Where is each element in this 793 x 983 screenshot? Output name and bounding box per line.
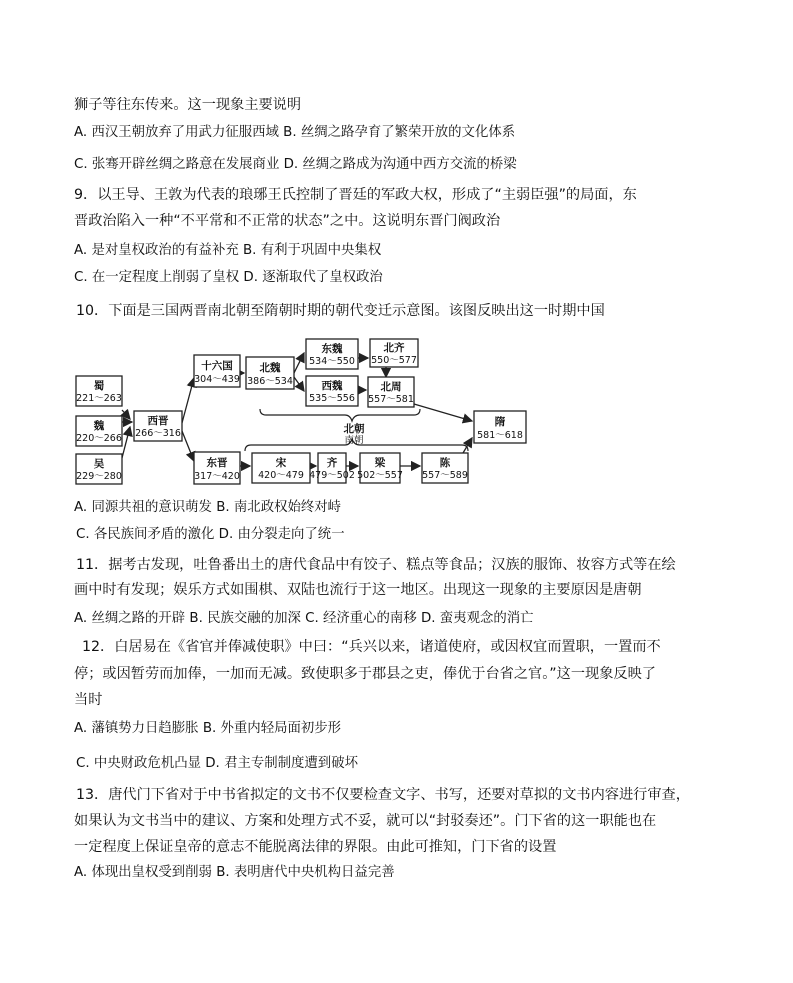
- box-xiwei: [306, 376, 358, 406]
- svg-text:317～420: 317～420: [194, 471, 240, 482]
- svg-text:386～534: 386～534: [247, 376, 293, 387]
- svg-text:220～266: 220～266: [76, 433, 122, 444]
- svg-text:梁: 梁: [374, 457, 386, 469]
- box-liang: [357, 453, 403, 483]
- svg-text:479～502: 479～502: [309, 470, 355, 481]
- box-song: [252, 453, 310, 483]
- svg-text:502～557: 502～557: [357, 470, 403, 481]
- question-12-line: 12．白居易在《省官并俸减使职》中曰：“兵兴以来，诸道使府，或因权宜而置职，一置而不: [82, 639, 661, 655]
- svg-text:北齐: 北齐: [383, 342, 405, 354]
- svg-text:齐: 齐: [326, 457, 338, 469]
- svg-text:581～618: 581～618: [477, 430, 523, 441]
- svg-text:东晋: 东晋: [206, 457, 228, 469]
- svg-text:东魏: 东魏: [321, 343, 343, 355]
- question-9-line: 9．以王导、王敦为代表的琅琊王氏控制了晋廷的军政大权，形成了“主弱臣强”的局面，东: [74, 187, 637, 203]
- dynasty-diagram: [70, 333, 530, 495]
- question-stem-line: 晋政治陷入一种“不平常和不正常的状态”之中。这说明东晋门阀政治: [74, 213, 501, 229]
- svg-text:吴: 吴: [93, 458, 105, 470]
- question-stem-line: 当时: [74, 692, 103, 708]
- box-sixteen-kingdoms: [194, 355, 240, 387]
- svg-text:550～577: 550～577: [371, 355, 417, 366]
- svg-text:蜀: 蜀: [93, 380, 105, 392]
- box-beiwei: [246, 357, 294, 389]
- svg-text:北魏: 北魏: [259, 362, 281, 374]
- option-line: A. 丝绸之路的开辟 B. 民族交融的加深 C. 经济重心的南移 D. 蛮夷观念的消亡: [74, 611, 534, 626]
- svg-text:魏: 魏: [93, 420, 105, 432]
- label-north: 北朝: [343, 423, 365, 435]
- box-shu: [76, 376, 122, 406]
- svg-text:534～550: 534～550: [309, 356, 355, 367]
- box-sui: [474, 411, 526, 443]
- option-line: C. 在一定程度上削弱了皇权 D. 逐渐取代了皇权政治: [74, 270, 383, 285]
- box-qi: [309, 453, 355, 483]
- svg-text:北周: 北周: [380, 381, 402, 393]
- svg-text:十六国: 十六国: [201, 360, 233, 372]
- question-13-line: 13．唐代门下省对于中书省拟定的文书不仅要检查文字、书写，还要对草拟的文书内容进行审查，: [76, 787, 690, 803]
- svg-text:西魏: 西魏: [321, 380, 343, 392]
- svg-text:221～263: 221～263: [76, 393, 122, 404]
- option-line: C. 中央财政危机凸显 D. 君主专制制度遭到破坏: [76, 756, 358, 771]
- option-line: C. 张骞开辟丝绸之路意在发展商业 D. 丝绸之路成为沟通中西方交流的桥梁: [74, 157, 517, 172]
- question-stem-line: 一定程度上保证皇帝的意志不能脱离法律的界限。由此可推知，门下省的设置: [74, 839, 557, 855]
- option-line: A. 是对皇权政治的有益补充 B. 有利于巩固中央集权: [74, 243, 382, 258]
- label-south: 南朝: [344, 435, 364, 446]
- box-wu: [76, 454, 122, 484]
- question-stem-line: 如果认为文书当中的建议、方案和处理方式不妥，就可以“封驳奏还”。门下省的这一职能也在: [74, 813, 657, 829]
- option-line: C. 各民族间矛盾的激化 D. 由分裂走向了统一: [76, 527, 345, 542]
- question-stem-line: 狮子等往东传来。这一现象主要说明: [74, 97, 302, 113]
- svg-text:557～589: 557～589: [422, 470, 468, 481]
- svg-text:266～316: 266～316: [135, 428, 181, 439]
- svg-text:535～556: 535～556: [309, 393, 355, 404]
- option-line: A. 体现出皇权受到削弱 B. 表明唐代中央机构日益完善: [74, 865, 395, 880]
- svg-text:557～581: 557～581: [368, 394, 414, 405]
- option-line: A. 同源共祖的意识萌发 B. 南北政权始终对峙: [74, 500, 342, 515]
- svg-text:西晋: 西晋: [147, 415, 169, 427]
- box-beizhou: [368, 377, 414, 407]
- option-line: A. 藩镇势力日趋膨胀 B. 外重内轻局面初步形: [74, 721, 342, 736]
- box-wei: [76, 416, 122, 446]
- box-xijin: [134, 411, 182, 441]
- question-stem-line: 停；或因暂劳而加俸，一加而无减。致使职多于郡县之吏，俸优于台省之官。”这一现象反映了: [74, 666, 656, 682]
- box-dongwei: [306, 339, 358, 369]
- box-chen: [422, 453, 468, 483]
- svg-text:隋: 隋: [494, 416, 506, 428]
- option-line: A. 西汉王朝放弃了用武力征服西域 B. 丝绸之路孕育了繁荣开放的文化体系: [74, 125, 516, 140]
- question-stem-line: 画中时有发现；娱乐方式如围棋、双陆也流行于这一地区。出现这一现象的主要原因是唐朝: [74, 582, 642, 598]
- question-10-line: 10．下面是三国两晋南北朝至隋朝时期的朝代变迁示意图。该图反映出这一时期中国: [76, 303, 605, 319]
- svg-text:陈: 陈: [439, 457, 451, 469]
- svg-text:420～479: 420～479: [258, 470, 304, 481]
- svg-text:宋: 宋: [275, 457, 287, 469]
- box-dongjin: [194, 452, 240, 484]
- question-11-line: 11．据考古发现，吐鲁番出土的唐代食品中有饺子、糕点等食品；汉族的服饰、妆容方式等在绘: [76, 557, 676, 573]
- svg-text:304～439: 304～439: [194, 374, 240, 385]
- box-beiqi: [370, 339, 418, 367]
- svg-text:229～280: 229～280: [76, 471, 122, 482]
